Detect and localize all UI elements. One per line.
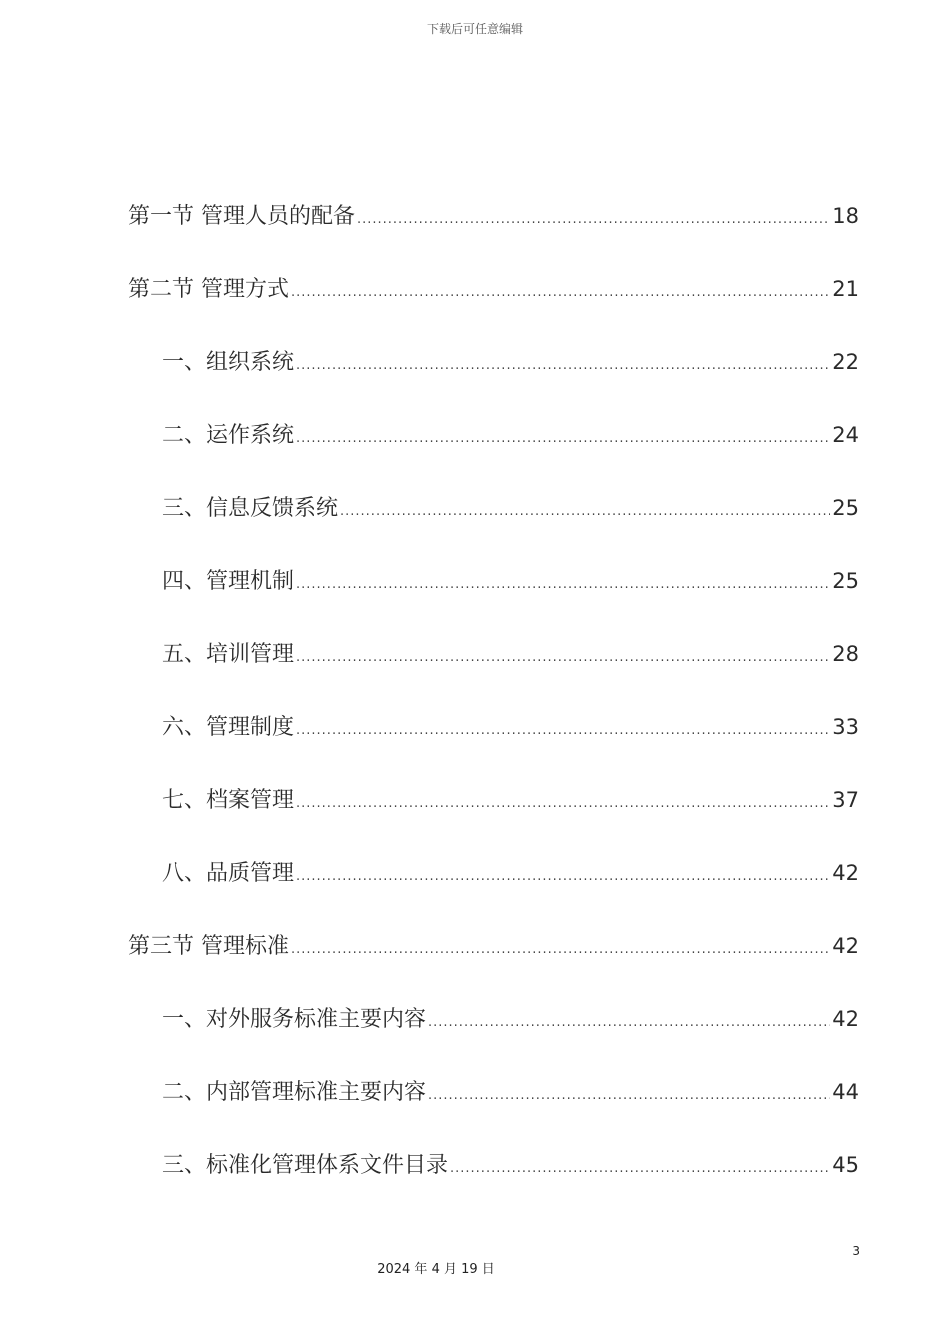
- table-of-contents: [128, 192, 859, 1214]
- toc-entry-page: 21: [832, 277, 859, 301]
- toc-entry-title: 一、对外服务标准主要内容: [162, 1007, 427, 1032]
- page-number: 3: [852, 1244, 860, 1258]
- toc-dot-leader: [428, 999, 830, 1047]
- toc-entry-title: 三、标准化管理体系文件目录: [162, 1153, 449, 1178]
- toc-entry-page: 28: [832, 642, 859, 666]
- toc-entry-page: 45: [832, 1153, 859, 1177]
- toc-entry[interactable]: [128, 484, 859, 557]
- toc-dot-leader: [357, 196, 830, 244]
- toc-entry-title: 三、信息反馈系统: [162, 496, 339, 521]
- toc-dot-leader: [340, 488, 830, 536]
- toc-entry-page: 42: [832, 861, 859, 885]
- toc-entry-title: 第二节 管理方式: [128, 277, 289, 302]
- toc-entry-page: 22: [832, 350, 859, 374]
- toc-entry-title: 一、组织系统: [162, 350, 295, 375]
- toc-entry[interactable]: [128, 776, 859, 849]
- toc-entry[interactable]: [128, 1141, 859, 1214]
- toc-dot-leader: [296, 853, 830, 901]
- toc-entry-page: 37: [832, 788, 859, 812]
- toc-entry[interactable]: [128, 703, 859, 776]
- toc-entry[interactable]: [128, 1068, 859, 1141]
- toc-entry[interactable]: [128, 192, 859, 265]
- toc-entry-page: 44: [832, 1080, 859, 1104]
- toc-entry-page: 33: [832, 715, 859, 739]
- toc-entry[interactable]: [128, 849, 859, 922]
- toc-entry-page: 18: [832, 204, 859, 228]
- toc-entry-page: 25: [832, 569, 859, 593]
- toc-entry[interactable]: [128, 411, 859, 484]
- toc-entry-title: 四、管理机制: [162, 569, 295, 594]
- toc-entry-page: 24: [832, 423, 859, 447]
- toc-entry-page: 42: [832, 934, 859, 958]
- toc-entry[interactable]: [128, 995, 859, 1068]
- toc-dot-leader: [296, 561, 830, 609]
- footer-date: 2024 年 4 月 19 日: [377, 1262, 495, 1277]
- toc-dot-leader: [296, 415, 830, 463]
- toc-dot-leader: [428, 1072, 830, 1120]
- toc-dot-leader: [291, 926, 830, 974]
- toc-entry-title: 八、品质管理: [162, 861, 295, 886]
- toc-entry-title: 第三节 管理标准: [128, 934, 289, 959]
- toc-entry[interactable]: [128, 557, 859, 630]
- toc-entry-title: 二、运作系统: [162, 423, 295, 448]
- toc-dot-leader: [296, 342, 830, 390]
- toc-dot-leader: [296, 707, 830, 755]
- toc-entry-title: 第一节 管理人员的配备: [128, 204, 355, 229]
- toc-entry-page: 25: [832, 496, 859, 520]
- header-note: 下载后可任意编辑: [426, 22, 523, 36]
- toc-entry[interactable]: [128, 338, 859, 411]
- toc-dot-leader: [296, 780, 830, 828]
- toc-entry-title: 五、培训管理: [162, 642, 295, 667]
- toc-entry[interactable]: [128, 265, 859, 338]
- toc-dot-leader: [296, 634, 830, 682]
- toc-dot-leader: [450, 1145, 830, 1193]
- toc-entry-title: 七、档案管理: [162, 788, 295, 813]
- toc-entry[interactable]: [128, 630, 859, 703]
- toc-entry-page: 42: [832, 1007, 859, 1031]
- toc-dot-leader: [291, 269, 830, 317]
- toc-entry[interactable]: [128, 922, 859, 995]
- toc-entry-title: 二、内部管理标准主要内容: [162, 1080, 427, 1105]
- toc-entry-title: 六、管理制度: [162, 715, 295, 740]
